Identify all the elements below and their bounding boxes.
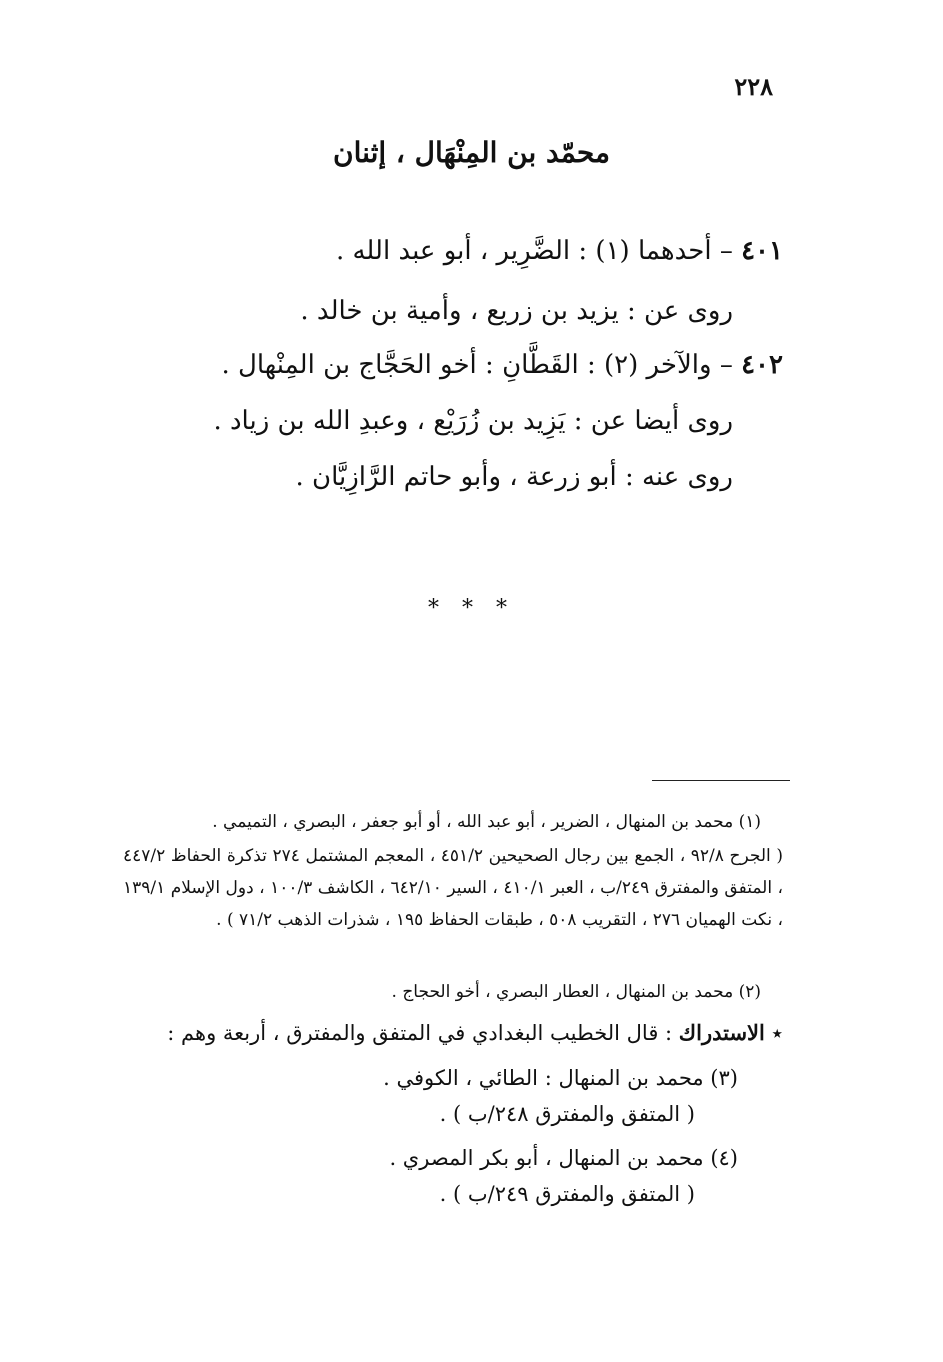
- footnote-1-title: (١) محمد بن المنهال ، الضرير ، أبو عبد الله ، أو أبو جعفر ، البصري ، التميمي .: [212, 812, 761, 832]
- footnote-1-references: ( الجرح ٩٢/٨ ، الجمع بين رجال الصحيحين ٤٥١/٢ ، المعجم المشتمل ٢٧٤ تذكرة الحفاظ ٤٤٧/٢ ، المتفق والمفترق ٢٤٩/ب ، العبر ٤١٠/١ ، السير ٦٤٢/١٠ ، الكاشف ١٠٠/٣ ، دول الإسلام ١٣٩/١ ، نكت الهميان ٢٧٦ ، التقريب ٥٠٨ ، طبقات الحفاظ ١٩٥ ، شذرات الذهب ٧١/٢ ) .: [123, 846, 784, 930]
- istidrak-line: [167, 1020, 783, 1045]
- istidrak-text: : قال الخطيب البغدادي في المتفق والمفترق ، أربعة وهم :: [167, 1021, 679, 1045]
- entry-401-narrated-from: روى عن : يزيد بن زريع ، وأمية بن خالد .: [300, 296, 733, 326]
- footnote-4-reference: ( المتفق والمفترق ٢٤٩/ب ) .: [439, 1182, 695, 1206]
- footnote-3: (٣) محمد بن المنهال : الطائي ، الكوفي .: [383, 1066, 738, 1090]
- section-heading: محمّد بن المِنْهَال ، إثنان: [333, 136, 610, 169]
- istidrak-marker: ٭: [771, 1021, 783, 1045]
- footnote-4: (٤) محمد بن المنهال ، أبو بكر المصري .: [389, 1146, 738, 1170]
- entry-text: – أحدهما (١) : الضَّرِير ، أبو عبد الله .: [335, 236, 742, 266]
- footnote-2: (٢) محمد بن المنهال ، العطار البصري ، أخو الحجاج .: [391, 982, 761, 1002]
- footnote-3-reference: ( المتفق والمفترق ٢٤٨/ب ) .: [439, 1102, 695, 1126]
- page-number: ٢٢٨: [734, 72, 773, 101]
- entry-402-line: [221, 350, 783, 380]
- footnote-rule: [652, 780, 790, 781]
- entry-text: – والآخر (٢) : القَطَّانِ : أخو الحَجَّاج بن المِنْهال .: [221, 350, 742, 380]
- istidrak-label: الاستدراك: [678, 1020, 765, 1045]
- entry-number: ٤٠١: [741, 236, 783, 266]
- entry-402-narrated-from: روى أيضا عن : يَزِيد بن زُرَيْع ، وعبدِ الله بن زياد .: [213, 406, 733, 436]
- entry-number: ٤٠٢: [741, 350, 783, 380]
- entry-402-narrated-by: روى عنه : أبو زرعة ، وأبو حاتم الرَّازِيَّان .: [295, 462, 733, 492]
- section-separator: * * *: [428, 596, 515, 621]
- entry-401-line: [336, 236, 783, 266]
